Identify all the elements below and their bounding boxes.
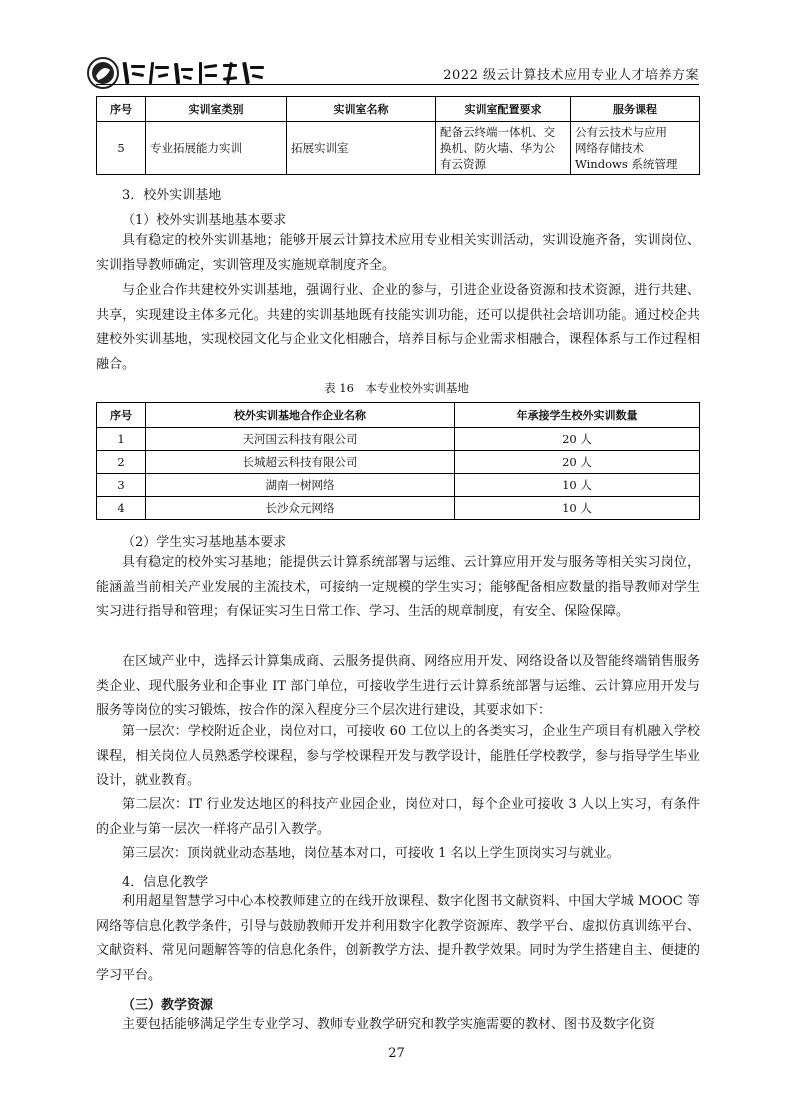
trainee-count: 10 人 (455, 497, 700, 520)
subsection-heading: （2）学生实习基地基本要求 (122, 535, 287, 550)
row-number: 3 (97, 474, 146, 497)
paragraph: 在区域产业中，选择云计算集成商、云服务提供商、网络应用开发、网络设备以及智能终端销售服务类企业、现代服务业和企事业 IT 部门单位，可接收学生进行云计算系统部署与运维、云计算应用开发与服务等岗位的实习锻炼，按合作的深入程度分三个层次进行建设，其要求如下： (96, 654, 700, 718)
section-heading: （三）教学资源 (122, 998, 214, 1013)
paragraph: 与企业合作共建校外实训基地，强调行业、企业的参与，引进企业设备资源和技术资源，进行共建、共享，实现建设主体多元化。共建的实训基地既有技能实训功能，还可以提供社会培训功能。通过校企共建校外实训基地，实现校园文化与企业文化相融合，培养目标与企业需求相融合，课程体系与工作过程相融合。 (96, 283, 700, 372)
page-number: 27 (388, 1046, 405, 1061)
paragraph: 主要包括能够满足学生专业学习、教师专业教学研究和教学实施需要的教材、图书及数字化资 (122, 1017, 656, 1032)
paragraph: 第三层次：顶岗就业动态基地，岗位基本对口，可接收 1 名以上学生顶岗实习与就业。 (122, 846, 620, 861)
paragraph: 具有稳定的校外实习基地；能提供云计算系统部署与运维、云计算应用开发与服务等相关实习岗位，能涵盖当前相关产业发展的主流技术，可接纳一定规模的学生实习；能够配备相应数量的指导教师对学生实习进行指导和管理；有保证实习生日常工作、学习、生活的规章制度，有安全、保险保障。 (96, 555, 700, 619)
lab-requirements: 配备云终端一体机、交换机、防火墙、华为公有云资源 (436, 122, 571, 175)
column-header: 序号 (97, 97, 146, 122)
company-name: 湖南一树网络 (146, 474, 455, 497)
table-header-row (97, 403, 700, 428)
lab-table (96, 96, 700, 175)
document-header-title: 2022 级云计算技术应用专业人才培养方案 (443, 68, 699, 83)
table-row (97, 474, 700, 497)
column-header: 校外实训基地合作企业名称 (146, 403, 455, 428)
table-row (97, 122, 700, 175)
external-training-base-table (96, 402, 700, 520)
paragraph: 第二层次：IT 行业发达地区的科技产业园企业，岗位对口，每个企业可接收 3 人以上实习，有条件的企业与第一层次一样将产品引入教学。 (96, 797, 700, 837)
trainee-count: 20 人 (455, 428, 700, 451)
company-name: 长城超云科技有限公司 (146, 451, 455, 474)
header-divider (96, 84, 699, 85)
lab-name: 拓展实训室 (287, 122, 436, 175)
section-heading: 4．信息化教学 (122, 875, 209, 890)
course-item: 网络存储技术 (575, 141, 644, 155)
trainee-count: 20 人 (455, 451, 700, 474)
company-name: 天河国云科技有限公司 (146, 428, 455, 451)
table-header-row (97, 97, 700, 122)
table-row (97, 497, 700, 520)
row-number: 5 (97, 122, 146, 175)
row-number: 4 (97, 497, 146, 520)
paragraph: 利用超星智慧学习中心本校教师建立的在线开放课程、数字化图书文献资料、中国大学城 MOOC 等网络等信息化教学条件，引导与鼓励教师开发并利用数字化教学资源库、教学平台、虚拟仿真训练平台、文献资料、常见问题解答等的信息化条件，创新教学方法、提升教学效果。同时为学生搭建自主、便捷的学习平台。 (96, 894, 700, 983)
column-header: 序号 (97, 403, 146, 428)
table-row (97, 451, 700, 474)
table-row (97, 428, 700, 451)
subsection-heading: （1）校外实训基地基本要求 (122, 213, 287, 228)
course-item: Windows 系统管理 (575, 157, 678, 171)
row-number: 1 (97, 428, 146, 451)
column-header: 实训室类别 (146, 97, 287, 122)
column-header: 实训室配置要求 (436, 97, 571, 122)
course-item: 公有云技术与应用 (575, 125, 667, 139)
section-heading: 3．校外实训基地 (122, 188, 222, 203)
paragraph: 具有稳定的校外实训基地；能够开展云计算技术应用专业相关实训活动，实训设施齐备，实训岗位、实训指导教师确定，实训管理及实施规章制度齐全。 (96, 233, 700, 273)
paragraph: 第一层次：学校附近企业，岗位对口，可接收 60 工位以上的各类实习，企业生产项目有机融入学校课程，相关岗位人员熟悉学校课程，参与学校课程开发与教学设计，能胜任学校教学，参与指导学生毕业设计，就业教育。 (96, 724, 700, 788)
table-caption: 表 16 本专业校外实训基地 (324, 381, 469, 395)
lab-courses (571, 122, 700, 175)
column-header: 年承接学生校外实训数量 (455, 403, 700, 428)
company-name: 长沙众元网络 (146, 497, 455, 520)
row-number: 2 (97, 451, 146, 474)
trainee-count: 10 人 (455, 474, 700, 497)
column-header: 服务课程 (571, 97, 700, 122)
lab-category: 专业拓展能力实训 (146, 122, 287, 175)
column-header: 实训室名称 (287, 97, 436, 122)
